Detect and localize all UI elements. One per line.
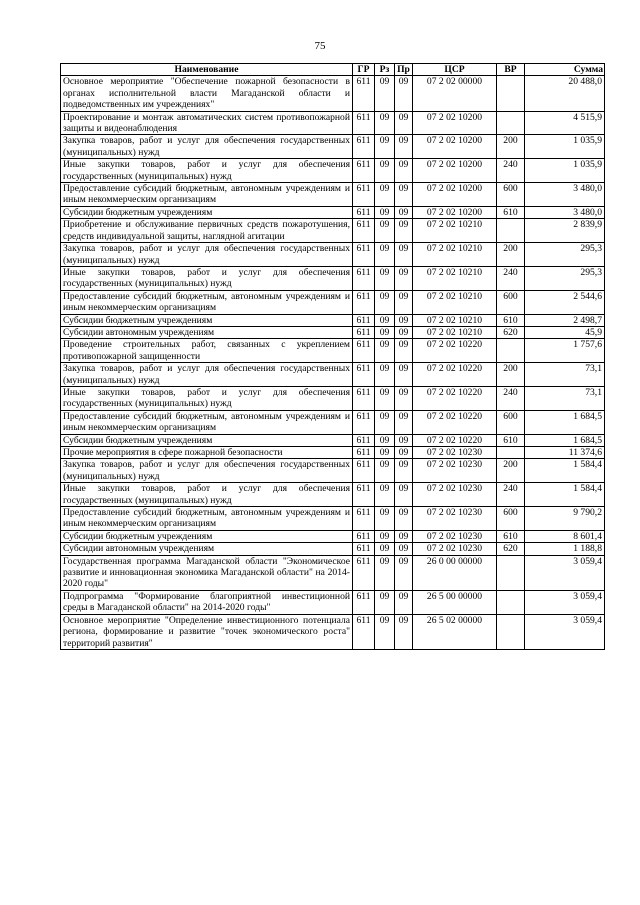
- row-rz: 09: [375, 206, 395, 218]
- row-vr: 610: [497, 206, 525, 218]
- row-sum: 3 480,0: [525, 206, 605, 218]
- row-rz: 09: [375, 507, 395, 531]
- row-pr: 09: [395, 507, 413, 531]
- budget-table: [60, 63, 605, 650]
- row-sum: 9 790,2: [525, 507, 605, 531]
- row-sum: 3 059,4: [525, 590, 605, 614]
- table-row: [61, 555, 605, 590]
- row-vr: 240: [497, 266, 525, 290]
- row-csr: 07 2 02 10200: [413, 135, 497, 159]
- row-sum: 20 488,0: [525, 76, 605, 111]
- row-gr: 611: [353, 386, 375, 410]
- row-rz: 09: [375, 530, 395, 542]
- row-vr: 600: [497, 183, 525, 207]
- table-row: [61, 590, 605, 614]
- row-csr: 07 2 02 10230: [413, 459, 497, 483]
- row-vr: 620: [497, 326, 525, 338]
- row-csr: 07 2 02 10220: [413, 434, 497, 446]
- row-pr: 09: [395, 590, 413, 614]
- row-rz: 09: [375, 410, 395, 434]
- row-gr: 611: [353, 314, 375, 326]
- row-name: Субсидии бюджетным учреждениям: [61, 206, 353, 218]
- row-csr: 07 2 02 10200: [413, 159, 497, 183]
- row-pr: 09: [395, 410, 413, 434]
- row-rz: 09: [375, 159, 395, 183]
- header-gr: ГР: [353, 64, 375, 76]
- row-pr: 09: [395, 219, 413, 243]
- row-pr: 09: [395, 530, 413, 542]
- table-row: [61, 483, 605, 507]
- row-name: Субсидии бюджетным учреждениям: [61, 314, 353, 326]
- row-csr: 07 2 02 10210: [413, 243, 497, 267]
- row-rz: 09: [375, 135, 395, 159]
- row-csr: 07 2 02 10210: [413, 314, 497, 326]
- row-pr: 09: [395, 543, 413, 555]
- row-csr: 07 2 02 10220: [413, 339, 497, 363]
- row-gr: 611: [353, 614, 375, 649]
- row-sum: 295,3: [525, 266, 605, 290]
- table-row: [61, 543, 605, 555]
- row-rz: 09: [375, 434, 395, 446]
- row-name: Приобретение и обслуживание первичных средств пожаротушения, средств индивидуальной защиты, наглядной агитации: [61, 219, 353, 243]
- row-pr: 09: [395, 555, 413, 590]
- row-sum: 1 684,5: [525, 434, 605, 446]
- row-rz: 09: [375, 447, 395, 459]
- row-pr: 09: [395, 326, 413, 338]
- row-gr: 611: [353, 363, 375, 387]
- row-csr: 07 2 02 10230: [413, 530, 497, 542]
- row-gr: 611: [353, 555, 375, 590]
- row-gr: 611: [353, 183, 375, 207]
- row-name: Основное мероприятие "Обеспечение пожарной безопасности в органах исполнительной власти Магаданской области и подведомственных им учреждениях": [61, 76, 353, 111]
- row-rz: 09: [375, 459, 395, 483]
- row-vr: [497, 76, 525, 111]
- row-csr: 07 2 02 10210: [413, 266, 497, 290]
- row-rz: 09: [375, 339, 395, 363]
- row-csr: 26 0 00 00000: [413, 555, 497, 590]
- row-gr: 611: [353, 76, 375, 111]
- row-pr: 09: [395, 614, 413, 649]
- row-vr: 600: [497, 290, 525, 314]
- table-row: [61, 183, 605, 207]
- row-pr: 09: [395, 183, 413, 207]
- row-vr: 610: [497, 314, 525, 326]
- row-gr: 611: [353, 543, 375, 555]
- row-csr: 07 2 02 10210: [413, 290, 497, 314]
- row-rz: 09: [375, 219, 395, 243]
- row-pr: 09: [395, 290, 413, 314]
- row-name: Иные закупки товаров, работ и услуг для обеспечения государственных (муниципальных) нужд: [61, 483, 353, 507]
- header-name: Наименование: [61, 64, 353, 76]
- header-pr: Пр: [395, 64, 413, 76]
- row-pr: 09: [395, 266, 413, 290]
- row-vr: 240: [497, 483, 525, 507]
- row-vr: [497, 447, 525, 459]
- row-pr: 09: [395, 363, 413, 387]
- row-csr: 07 2 02 10220: [413, 410, 497, 434]
- row-rz: 09: [375, 614, 395, 649]
- row-pr: 09: [395, 339, 413, 363]
- row-rz: 09: [375, 183, 395, 207]
- row-sum: 3 059,4: [525, 614, 605, 649]
- row-sum: 11 374,6: [525, 447, 605, 459]
- row-name: Субсидии бюджетным учреждениям: [61, 434, 353, 446]
- row-vr: 240: [497, 386, 525, 410]
- row-sum: 4 515,9: [525, 111, 605, 135]
- row-vr: [497, 614, 525, 649]
- row-pr: 09: [395, 135, 413, 159]
- row-sum: 1 188,8: [525, 543, 605, 555]
- row-csr: 07 2 02 10230: [413, 447, 497, 459]
- row-pr: 09: [395, 76, 413, 111]
- row-gr: 611: [353, 434, 375, 446]
- row-gr: 611: [353, 483, 375, 507]
- row-gr: 611: [353, 339, 375, 363]
- page-number: 75: [314, 40, 326, 52]
- row-vr: 620: [497, 543, 525, 555]
- row-pr: 09: [395, 434, 413, 446]
- table-body: [61, 76, 605, 650]
- table-row: [61, 339, 605, 363]
- row-vr: [497, 590, 525, 614]
- row-sum: 2 498,7: [525, 314, 605, 326]
- row-name: Проектирование и монтаж автоматических систем противопожарной защиты и видеонаблюдения: [61, 111, 353, 135]
- row-name: Субсидии автономным учреждениям: [61, 543, 353, 555]
- row-rz: 09: [375, 386, 395, 410]
- row-pr: 09: [395, 386, 413, 410]
- row-gr: 611: [353, 135, 375, 159]
- row-rz: 09: [375, 590, 395, 614]
- row-rz: 09: [375, 243, 395, 267]
- row-vr: [497, 339, 525, 363]
- table-row: [61, 614, 605, 649]
- row-name: Закупка товаров, работ и услуг для обеспечения государственных (муниципальных) нужд: [61, 243, 353, 267]
- row-sum: 295,3: [525, 243, 605, 267]
- row-name: Закупка товаров, работ и услуг для обеспечения государственных (муниципальных) нужд: [61, 459, 353, 483]
- row-sum: 2 544,6: [525, 290, 605, 314]
- row-pr: 09: [395, 314, 413, 326]
- table-row: [61, 219, 605, 243]
- row-csr: 07 2 02 10200: [413, 183, 497, 207]
- table-row: [61, 434, 605, 446]
- row-name: Предоставление субсидий бюджетным, автономным учреждениям и иным некоммерческим организациям: [61, 183, 353, 207]
- table-row: [61, 314, 605, 326]
- row-rz: 09: [375, 314, 395, 326]
- row-gr: 611: [353, 243, 375, 267]
- row-sum: 73,1: [525, 386, 605, 410]
- table-row: [61, 135, 605, 159]
- row-name: Предоставление субсидий бюджетным, автономным учреждениям и иным некоммерческим организациям: [61, 410, 353, 434]
- row-gr: 611: [353, 111, 375, 135]
- row-csr: 07 2 02 10200: [413, 111, 497, 135]
- row-rz: 09: [375, 326, 395, 338]
- row-sum: 1 684,5: [525, 410, 605, 434]
- table-row: [61, 111, 605, 135]
- row-rz: 09: [375, 555, 395, 590]
- row-sum: 1 035,9: [525, 135, 605, 159]
- row-name: Закупка товаров, работ и услуг для обеспечения государственных (муниципальных) нужд: [61, 135, 353, 159]
- row-name: Иные закупки товаров, работ и услуг для обеспечения государственных (муниципальных) нужд: [61, 386, 353, 410]
- table-row: [61, 507, 605, 531]
- row-gr: 611: [353, 590, 375, 614]
- row-csr: 26 5 02 00000: [413, 614, 497, 649]
- table-row: [61, 76, 605, 111]
- row-gr: 611: [353, 410, 375, 434]
- row-csr: 26 5 00 00000: [413, 590, 497, 614]
- row-name: Прочие мероприятия в сфере пожарной безопасности: [61, 447, 353, 459]
- header-csr: ЦСР: [413, 64, 497, 76]
- row-name: Закупка товаров, работ и услуг для обеспечения государственных (муниципальных) нужд: [61, 363, 353, 387]
- header-sum: Сумма: [525, 64, 605, 76]
- row-csr: 07 2 02 10210: [413, 326, 497, 338]
- table-row: [61, 530, 605, 542]
- row-csr: 07 2 02 10220: [413, 386, 497, 410]
- table-header-row: [61, 64, 605, 76]
- row-pr: 09: [395, 206, 413, 218]
- row-vr: 610: [497, 530, 525, 542]
- row-sum: 3 059,4: [525, 555, 605, 590]
- table-row: [61, 326, 605, 338]
- row-sum: 2 839,9: [525, 219, 605, 243]
- row-sum: 1 757,6: [525, 339, 605, 363]
- table-row: [61, 243, 605, 267]
- row-vr: 600: [497, 410, 525, 434]
- row-csr: 07 2 02 10210: [413, 219, 497, 243]
- row-gr: 611: [353, 326, 375, 338]
- row-vr: 600: [497, 507, 525, 531]
- row-gr: 611: [353, 290, 375, 314]
- row-gr: 611: [353, 206, 375, 218]
- row-sum: 3 480,0: [525, 183, 605, 207]
- table-row: [61, 459, 605, 483]
- row-name: Проведение строительных работ, связанных с укреплением противопожарной защищенности: [61, 339, 353, 363]
- row-csr: 07 2 02 10230: [413, 483, 497, 507]
- row-pr: 09: [395, 459, 413, 483]
- row-gr: 611: [353, 159, 375, 183]
- row-vr: 240: [497, 159, 525, 183]
- row-name: Предоставление субсидий бюджетным, автономным учреждениям и иным некоммерческим организациям: [61, 290, 353, 314]
- row-name: Основное мероприятие "Определение инвестиционного потенциала региона, формирование и развитие "точек экономического роста" территорий развития": [61, 614, 353, 649]
- row-gr: 611: [353, 447, 375, 459]
- row-csr: 07 2 02 10200: [413, 206, 497, 218]
- row-pr: 09: [395, 159, 413, 183]
- row-rz: 09: [375, 76, 395, 111]
- header-rz: Рз: [375, 64, 395, 76]
- table-row: [61, 206, 605, 218]
- row-sum: 1 035,9: [525, 159, 605, 183]
- table-row: [61, 386, 605, 410]
- row-gr: 611: [353, 459, 375, 483]
- row-rz: 09: [375, 483, 395, 507]
- row-vr: [497, 555, 525, 590]
- header-vr: ВР: [497, 64, 525, 76]
- row-pr: 09: [395, 111, 413, 135]
- row-name: Иные закупки товаров, работ и услуг для обеспечения государственных (муниципальных) нужд: [61, 266, 353, 290]
- row-rz: 09: [375, 290, 395, 314]
- row-name: Иные закупки товаров, работ и услуг для обеспечения государственных (муниципальных) нужд: [61, 159, 353, 183]
- row-vr: 200: [497, 459, 525, 483]
- row-name: Субсидии бюджетным учреждениям: [61, 530, 353, 542]
- row-name: Предоставление субсидий бюджетным, автономным учреждениям и иным некоммерческим организациям: [61, 507, 353, 531]
- row-name: Государственная программа Магаданской области "Экономическое развитие и инновационная экономика Магаданской области" на 2014-2020 годы": [61, 555, 353, 590]
- row-rz: 09: [375, 266, 395, 290]
- row-sum: 8 601,4: [525, 530, 605, 542]
- row-pr: 09: [395, 243, 413, 267]
- row-sum: 1 584,4: [525, 483, 605, 507]
- row-vr: [497, 219, 525, 243]
- row-sum: 73,1: [525, 363, 605, 387]
- row-sum: 1 584,4: [525, 459, 605, 483]
- row-gr: 611: [353, 507, 375, 531]
- row-vr: [497, 111, 525, 135]
- row-rz: 09: [375, 111, 395, 135]
- table-row: [61, 290, 605, 314]
- row-csr: 07 2 02 10220: [413, 363, 497, 387]
- row-vr: 200: [497, 135, 525, 159]
- row-vr: 610: [497, 434, 525, 446]
- table-row: [61, 410, 605, 434]
- row-csr: 07 2 02 00000: [413, 76, 497, 111]
- table-row: [61, 159, 605, 183]
- row-gr: 611: [353, 219, 375, 243]
- row-pr: 09: [395, 483, 413, 507]
- row-name: Подпрограмма "Формирование благоприятной инвестиционной среды в Магаданской области" на 2014-2020 годы": [61, 590, 353, 614]
- row-gr: 611: [353, 530, 375, 542]
- row-sum: 45,9: [525, 326, 605, 338]
- row-csr: 07 2 02 10230: [413, 543, 497, 555]
- row-rz: 09: [375, 363, 395, 387]
- row-name: Субсидии автономным учреждениям: [61, 326, 353, 338]
- row-vr: 200: [497, 363, 525, 387]
- row-csr: 07 2 02 10230: [413, 507, 497, 531]
- row-pr: 09: [395, 447, 413, 459]
- row-rz: 09: [375, 543, 395, 555]
- row-gr: 611: [353, 266, 375, 290]
- table-row: [61, 363, 605, 387]
- row-vr: 200: [497, 243, 525, 267]
- table-row: [61, 266, 605, 290]
- table-row: [61, 447, 605, 459]
